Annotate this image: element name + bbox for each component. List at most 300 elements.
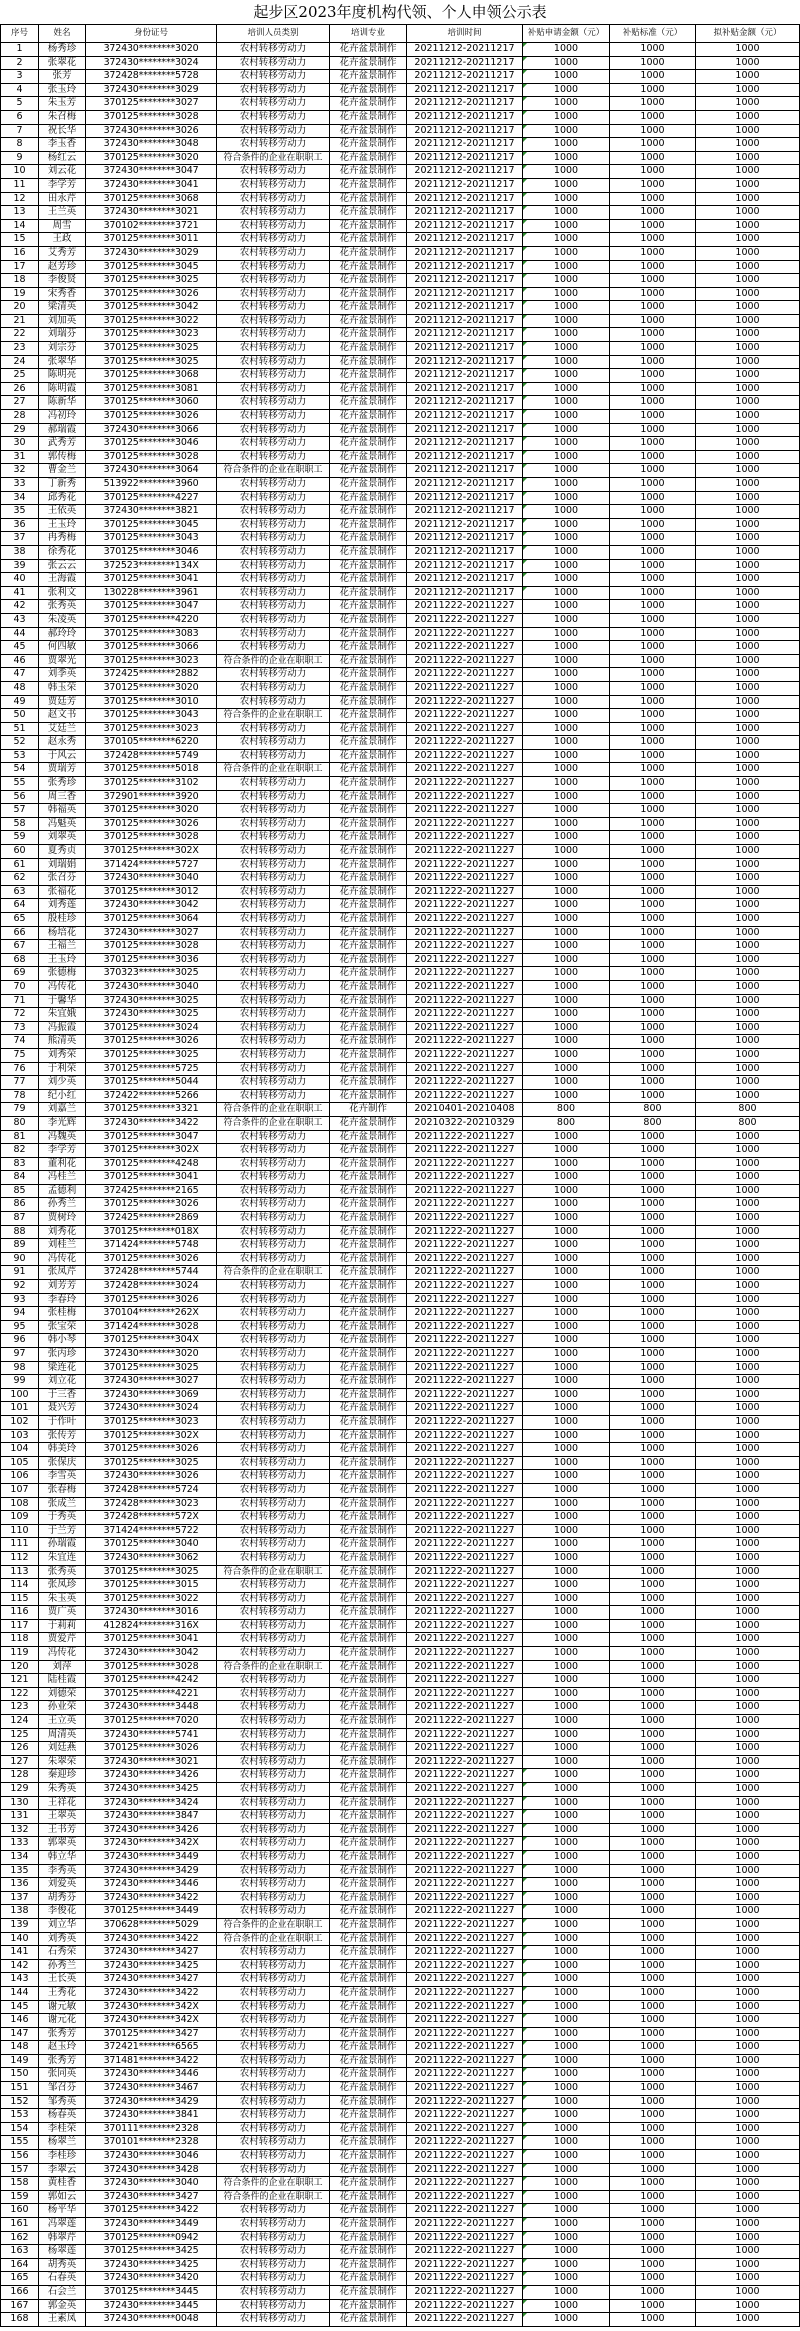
cell-no: 10 (0, 165, 39, 179)
cell-subsidy-standard: 1000 (610, 1633, 696, 1647)
cell-training-major: 花卉盆景制作 (330, 1865, 407, 1879)
cell-name: 贾爱芹 (39, 1633, 86, 1647)
cell-subsidy-standard: 1000 (610, 369, 696, 383)
cell-training-major: 花卉盆景制作 (330, 981, 407, 995)
cell-trainee-category: 符合条件的企业在职职工 (217, 1661, 330, 1675)
cell-no: 164 (0, 2259, 39, 2273)
cell-trainee-category: 农村转移劳动力 (217, 383, 330, 397)
cell-name: 孙瑞霞 (39, 1538, 86, 1552)
table-row (0, 546, 800, 560)
cell-training-major: 花卉盆景制作 (330, 2232, 407, 2246)
cell-approved-amount: 1000 (696, 1402, 800, 1416)
cell-apply-amount: 1000 (523, 1484, 610, 1498)
cell-approved-amount: 1000 (696, 995, 800, 1009)
cell-trainee-category: 农村转移劳动力 (217, 2218, 330, 2232)
table-row (0, 940, 800, 954)
table-row (0, 1688, 800, 1702)
cell-apply-amount: 1000 (523, 995, 610, 1009)
cell-training-major: 花卉盆景制作 (330, 1171, 407, 1185)
table-row (0, 1824, 800, 1838)
cell-trainee-category: 农村转移劳动力 (217, 1375, 330, 1389)
cell-training-period: 20211222-20211227 (407, 927, 523, 941)
cell-id-number: 370125********3425 (86, 2245, 217, 2259)
cell-apply-amount: 1000 (523, 261, 610, 275)
cell-trainee-category: 农村转移劳动力 (217, 369, 330, 383)
cell-apply-amount: 1000 (523, 1756, 610, 1770)
header-no: 序号 (0, 25, 39, 43)
cell-name: 刘桂兰 (39, 1239, 86, 1253)
cell-no: 27 (0, 396, 39, 410)
cell-approved-amount: 1000 (696, 1919, 800, 1933)
header-approved-amount: 拟补贴金额（元） (696, 25, 800, 43)
cell-training-major: 花卉盆景制作 (330, 1348, 407, 1362)
cell-training-period: 20211222-20211227 (407, 1769, 523, 1783)
cell-training-major: 花卉盆景制作 (330, 763, 407, 777)
cell-training-period: 20211212-20211217 (407, 451, 523, 465)
cell-no: 26 (0, 383, 39, 397)
cell-name: 张宝荣 (39, 1321, 86, 1335)
table-row (0, 1919, 800, 1933)
cell-training-major: 花卉盆景制作 (330, 342, 407, 356)
cell-subsidy-standard: 1000 (610, 424, 696, 438)
cell-training-major: 花卉盆景制作 (330, 899, 407, 913)
cell-name: 张春梅 (39, 1484, 86, 1498)
cell-trainee-category: 农村转移劳动力 (217, 2136, 330, 2150)
cell-training-major: 花卉盆景制作 (330, 1688, 407, 1702)
cell-approved-amount: 1000 (696, 859, 800, 873)
cell-subsidy-standard: 1000 (610, 84, 696, 98)
cell-no: 127 (0, 1756, 39, 1770)
cell-apply-amount: 1000 (523, 1008, 610, 1022)
cell-subsidy-standard: 1000 (610, 410, 696, 424)
cell-subsidy-standard: 1000 (610, 845, 696, 859)
cell-id-number: 372430********3024 (86, 57, 217, 71)
cell-name: 赵芳珍 (39, 261, 86, 275)
cell-name: 李学芳 (39, 1144, 86, 1158)
cell-approved-amount: 1000 (696, 2164, 800, 2178)
cell-apply-amount: 1000 (523, 1674, 610, 1688)
cell-apply-amount: 1000 (523, 967, 610, 981)
cell-name: 赵玉玲 (39, 2041, 86, 2055)
cell-id-number: 370125********3045 (86, 519, 217, 533)
cell-approved-amount: 1000 (696, 383, 800, 397)
cell-name: 张秀英 (39, 600, 86, 614)
cell-approved-amount: 800 (696, 1117, 800, 1131)
cell-id-number: 372430********3427 (86, 1973, 217, 1987)
cell-id-number: 370125********3025 (86, 274, 217, 288)
table-row (0, 1348, 800, 1362)
cell-training-major: 花卉盆景制作 (330, 274, 407, 288)
cell-no: 136 (0, 1878, 39, 1892)
cell-name: 杨平华 (39, 2204, 86, 2218)
table-row (0, 70, 800, 84)
table-row (0, 1266, 800, 1280)
cell-id-number: 372430********3425 (86, 2259, 217, 2273)
cell-training-period: 20211222-20211227 (407, 1878, 523, 1892)
cell-apply-amount: 1000 (523, 2041, 610, 2055)
cell-apply-amount: 1000 (523, 777, 610, 791)
cell-name: 贾瑞芳 (39, 763, 86, 777)
cell-no: 81 (0, 1131, 39, 1145)
cell-training-period: 20211222-20211227 (407, 614, 523, 628)
cell-name: 刘瑞娟 (39, 859, 86, 873)
cell-subsidy-standard: 1000 (610, 2313, 696, 2327)
cell-training-period: 20211212-20211217 (407, 383, 523, 397)
cell-subsidy-standard: 1000 (610, 1266, 696, 1280)
cell-name: 冯传花 (39, 1647, 86, 1661)
cell-subsidy-standard: 1000 (610, 437, 696, 451)
cell-approved-amount: 1000 (696, 804, 800, 818)
cell-training-period: 20211222-20211227 (407, 1647, 523, 1661)
cell-training-period: 20211222-20211227 (407, 1946, 523, 1960)
cell-id-number: 372421********6565 (86, 2041, 217, 2055)
cell-approved-amount: 1000 (696, 2068, 800, 2082)
table-row (0, 967, 800, 981)
cell-id-number: 372430********3821 (86, 505, 217, 519)
cell-apply-amount: 1000 (523, 927, 610, 941)
table-body (0, 43, 800, 2327)
cell-training-period: 20211222-20211227 (407, 1131, 523, 1145)
cell-training-major: 花卉盆景制作 (330, 1498, 407, 1512)
cell-approved-amount: 1000 (696, 125, 800, 139)
cell-id-number: 370125********3027 (86, 97, 217, 111)
cell-approved-amount: 1000 (696, 410, 800, 424)
cell-subsidy-standard: 1000 (610, 328, 696, 342)
table-row (0, 2055, 800, 2069)
cell-approved-amount: 1000 (696, 1498, 800, 1512)
cell-trainee-category: 农村转移劳动力 (217, 1321, 330, 1335)
cell-name: 王素凤 (39, 2313, 86, 2327)
cell-training-major: 花卉盆景制作 (330, 1362, 407, 1376)
cell-trainee-category: 农村转移劳动力 (217, 247, 330, 261)
cell-no: 104 (0, 1443, 39, 1457)
cell-id-number: 372425********2882 (86, 668, 217, 682)
cell-apply-amount: 1000 (523, 2259, 610, 2273)
cell-approved-amount: 1000 (696, 1797, 800, 1811)
cell-id-number: 370125********3427 (86, 2028, 217, 2042)
cell-approved-amount: 1000 (696, 1212, 800, 1226)
cell-name: 朱召梅 (39, 111, 86, 125)
cell-name: 王长英 (39, 1973, 86, 1987)
cell-apply-amount: 1000 (523, 1063, 610, 1077)
cell-approved-amount: 1000 (696, 2041, 800, 2055)
cell-no: 45 (0, 641, 39, 655)
cell-approved-amount: 1000 (696, 2191, 800, 2205)
cell-training-period: 20211222-20211227 (407, 1457, 523, 1471)
cell-training-major: 花卉盆景制作 (330, 152, 407, 166)
cell-apply-amount: 800 (523, 1117, 610, 1131)
cell-no: 76 (0, 1063, 39, 1077)
cell-approved-amount: 1000 (696, 1905, 800, 1919)
cell-id-number: 370105********6220 (86, 736, 217, 750)
cell-training-major: 花卉盆景制作 (330, 723, 407, 737)
cell-approved-amount: 1000 (696, 342, 800, 356)
cell-training-major: 花卉盆景制作 (330, 1525, 407, 1539)
cell-name: 刘嘉兰 (39, 1103, 86, 1117)
cell-apply-amount: 1000 (523, 614, 610, 628)
table-row (0, 1035, 800, 1049)
cell-approved-amount: 1000 (696, 723, 800, 737)
cell-apply-amount: 1000 (523, 2082, 610, 2096)
cell-apply-amount: 1000 (523, 57, 610, 71)
cell-training-major: 花卉盆景制作 (330, 573, 407, 587)
header-name: 姓名 (39, 25, 86, 43)
cell-training-period: 20211222-20211227 (407, 1688, 523, 1702)
cell-training-period: 20211222-20211227 (407, 2068, 523, 2082)
cell-apply-amount: 1000 (523, 193, 610, 207)
cell-apply-amount: 1000 (523, 165, 610, 179)
cell-apply-amount: 1000 (523, 1362, 610, 1376)
cell-id-number: 372430********3024 (86, 1402, 217, 1416)
header-apply-amount: 补贴申请金额（元） (523, 25, 610, 43)
cell-subsidy-standard: 1000 (610, 1008, 696, 1022)
cell-training-major: 花卉盆景制作 (330, 410, 407, 424)
cell-id-number: 370125********3025 (86, 1457, 217, 1471)
cell-approved-amount: 1000 (696, 1253, 800, 1267)
cell-training-period: 20211222-20211227 (407, 1824, 523, 1838)
cell-no: 17 (0, 261, 39, 275)
cell-subsidy-standard: 1000 (610, 1824, 696, 1838)
cell-training-period: 20211222-20211227 (407, 1334, 523, 1348)
table-row (0, 1715, 800, 1729)
cell-approved-amount: 1000 (696, 886, 800, 900)
cell-subsidy-standard: 1000 (610, 2055, 696, 2069)
cell-approved-amount: 1000 (696, 2055, 800, 2069)
cell-training-period: 20211212-20211217 (407, 274, 523, 288)
cell-training-period: 20211222-20211227 (407, 1266, 523, 1280)
cell-no: 109 (0, 1511, 39, 1525)
cell-trainee-category: 农村转移劳动力 (217, 410, 330, 424)
cell-subsidy-standard: 1000 (610, 872, 696, 886)
cell-no: 31 (0, 451, 39, 465)
cell-name: 刘季英 (39, 668, 86, 682)
cell-approved-amount: 1000 (696, 641, 800, 655)
table-row (0, 1362, 800, 1376)
table-row (0, 464, 800, 478)
cell-name: 冯翠莲 (39, 2218, 86, 2232)
cell-id-number: 372428********3023 (86, 1498, 217, 1512)
cell-approved-amount: 1000 (696, 1470, 800, 1484)
cell-id-number: 370125********5044 (86, 1076, 217, 1090)
cell-trainee-category: 农村转移劳动力 (217, 288, 330, 302)
cell-training-period: 20211222-20211227 (407, 1443, 523, 1457)
cell-subsidy-standard: 1000 (610, 723, 696, 737)
cell-subsidy-standard: 1000 (610, 1933, 696, 1947)
cell-training-period: 20211212-20211217 (407, 179, 523, 193)
cell-training-major: 花卉盆景制作 (330, 1008, 407, 1022)
table-row (0, 1973, 800, 1987)
cell-subsidy-standard: 1000 (610, 1878, 696, 1892)
cell-name: 陆桂霞 (39, 1674, 86, 1688)
cell-no: 7 (0, 125, 39, 139)
cell-id-number: 372430********342X (86, 2001, 217, 2015)
cell-apply-amount: 1000 (523, 2123, 610, 2137)
cell-trainee-category: 农村转移劳动力 (217, 1185, 330, 1199)
cell-subsidy-standard: 1000 (610, 2136, 696, 2150)
cell-training-period: 20211212-20211217 (407, 301, 523, 315)
cell-name: 冯魏英 (39, 1131, 86, 1145)
cell-approved-amount: 1000 (696, 1987, 800, 2001)
cell-training-major: 花卉盆景制作 (330, 587, 407, 601)
cell-apply-amount: 1000 (523, 1198, 610, 1212)
cell-training-period: 20211212-20211217 (407, 464, 523, 478)
table-row (0, 1239, 800, 1253)
table-row (0, 1865, 800, 1879)
cell-approved-amount: 1000 (696, 655, 800, 669)
cell-id-number: 372430********3426 (86, 1824, 217, 1838)
table-row (0, 573, 800, 587)
cell-subsidy-standard: 1000 (610, 641, 696, 655)
table-row (0, 1620, 800, 1634)
table-row (0, 1783, 800, 1797)
cell-no: 60 (0, 845, 39, 859)
cell-training-major: 花卉盆景制作 (330, 668, 407, 682)
cell-approved-amount: 1000 (696, 1430, 800, 1444)
table-row (0, 1049, 800, 1063)
cell-training-period: 20211222-20211227 (407, 1239, 523, 1253)
cell-trainee-category: 农村转移劳动力 (217, 1307, 330, 1321)
table-row (0, 165, 800, 179)
cell-name: 刘少英 (39, 1076, 86, 1090)
cell-subsidy-standard: 1000 (610, 1797, 696, 1811)
cell-id-number: 370101********2328 (86, 2136, 217, 2150)
cell-subsidy-standard: 1000 (610, 464, 696, 478)
cell-approved-amount: 1000 (696, 1457, 800, 1471)
cell-approved-amount: 1000 (696, 2204, 800, 2218)
cell-training-major: 花卉盆景制作 (330, 1076, 407, 1090)
cell-id-number: 372428********5744 (86, 1266, 217, 1280)
cell-approved-amount: 1000 (696, 1443, 800, 1457)
cell-training-major: 花卉盆景制作 (330, 736, 407, 750)
cell-subsidy-standard: 1000 (610, 1851, 696, 1865)
cell-name: 张翠华 (39, 356, 86, 370)
cell-no: 65 (0, 913, 39, 927)
table-row (0, 587, 800, 601)
cell-no: 91 (0, 1266, 39, 1280)
cell-id-number: 370125********3025 (86, 1049, 217, 1063)
cell-no: 157 (0, 2164, 39, 2178)
cell-name: 冯初玲 (39, 410, 86, 424)
cell-approved-amount: 1000 (696, 1878, 800, 1892)
cell-approved-amount: 1000 (696, 2286, 800, 2300)
cell-id-number: 372430********3025 (86, 995, 217, 1009)
cell-training-major: 花卉盆景制作 (330, 2109, 407, 2123)
cell-apply-amount: 1000 (523, 2300, 610, 2314)
cell-no: 82 (0, 1144, 39, 1158)
cell-trainee-category: 农村转移劳动力 (217, 1430, 330, 1444)
table-row (0, 2286, 800, 2300)
cell-training-major: 花卉盆景制作 (330, 614, 407, 628)
header-training-major: 培训专业 (330, 25, 407, 43)
cell-training-period: 20211222-20211227 (407, 1348, 523, 1362)
cell-subsidy-standard: 1000 (610, 1171, 696, 1185)
cell-approved-amount: 1000 (696, 668, 800, 682)
cell-no: 55 (0, 777, 39, 791)
cell-no: 158 (0, 2177, 39, 2191)
cell-name: 张成兰 (39, 1498, 86, 1512)
cell-subsidy-standard: 1000 (610, 1661, 696, 1675)
cell-name: 王政 (39, 233, 86, 247)
cell-training-major: 花卉盆景制作 (330, 1701, 407, 1715)
cell-trainee-category: 农村转移劳动力 (217, 1892, 330, 1906)
table-row (0, 179, 800, 193)
cell-name: 宋秀香 (39, 288, 86, 302)
cell-approved-amount: 1000 (696, 1606, 800, 1620)
cell-id-number: 372430********3069 (86, 1389, 217, 1403)
cell-name: 赵永秀 (39, 736, 86, 750)
cell-subsidy-standard: 1000 (610, 519, 696, 533)
cell-approved-amount: 1000 (696, 1661, 800, 1675)
table-row (0, 1769, 800, 1783)
cell-id-number: 370125********304X (86, 1334, 217, 1348)
cell-id-number: 372430********3040 (86, 981, 217, 995)
cell-name: 刘德荣 (39, 1688, 86, 1702)
cell-trainee-category: 农村转移劳动力 (217, 138, 330, 152)
cell-approved-amount: 1000 (696, 750, 800, 764)
cell-apply-amount: 1000 (523, 505, 610, 519)
table-row (0, 424, 800, 438)
cell-training-major: 花卉盆景制作 (330, 967, 407, 981)
cell-id-number: 370125********3025 (86, 1362, 217, 1376)
table-row (0, 1525, 800, 1539)
cell-trainee-category: 农村转移劳动力 (217, 2096, 330, 2110)
cell-apply-amount: 1000 (523, 1606, 610, 1620)
cell-no: 80 (0, 1117, 39, 1131)
cell-trainee-category: 农村转移劳动力 (217, 777, 330, 791)
cell-no: 161 (0, 2218, 39, 2232)
table-row (0, 1593, 800, 1607)
table-row (0, 927, 800, 941)
cell-id-number: 372430********0048 (86, 2313, 217, 2327)
cell-no: 114 (0, 1579, 39, 1593)
cell-training-period: 20211212-20211217 (407, 84, 523, 98)
cell-training-major: 花卉盆景制作 (330, 1919, 407, 1933)
cell-training-major: 花卉盆景制作 (330, 1212, 407, 1226)
cell-name: 刘宗芬 (39, 342, 86, 356)
cell-training-period: 20211222-20211227 (407, 1484, 523, 1498)
cell-subsidy-standard: 1000 (610, 573, 696, 587)
cell-name: 邹秀英 (39, 2096, 86, 2110)
cell-training-major: 花卉盆景制作 (330, 1511, 407, 1525)
cell-trainee-category: 农村转移劳动力 (217, 1593, 330, 1607)
cell-name: 张芳 (39, 70, 86, 84)
cell-trainee-category: 农村转移劳动力 (217, 1905, 330, 1919)
cell-approved-amount: 1000 (696, 1647, 800, 1661)
cell-training-major: 花卉盆景制作 (330, 57, 407, 71)
cell-no: 44 (0, 628, 39, 642)
cell-no: 89 (0, 1239, 39, 1253)
cell-apply-amount: 1000 (523, 1538, 610, 1552)
cell-approved-amount: 1000 (696, 1131, 800, 1145)
cell-trainee-category: 农村转移劳动力 (217, 179, 330, 193)
cell-subsidy-standard: 1000 (610, 2150, 696, 2164)
table-row (0, 1443, 800, 1457)
cell-apply-amount: 1000 (523, 369, 610, 383)
cell-trainee-category: 农村转移劳动力 (217, 1334, 330, 1348)
cell-trainee-category: 农村转移劳动力 (217, 831, 330, 845)
cell-training-major: 花卉盆景制作 (330, 247, 407, 261)
cell-training-period: 20211212-20211217 (407, 437, 523, 451)
cell-trainee-category: 农村转移劳动力 (217, 1552, 330, 1566)
cell-no: 66 (0, 927, 39, 941)
cell-apply-amount: 1000 (523, 1905, 610, 1919)
cell-approved-amount: 1000 (696, 1158, 800, 1172)
cell-no: 20 (0, 301, 39, 315)
cell-no: 87 (0, 1212, 39, 1226)
cell-approved-amount: 1000 (696, 2109, 800, 2123)
cell-apply-amount: 1000 (523, 451, 610, 465)
cell-apply-amount: 1000 (523, 2232, 610, 2246)
